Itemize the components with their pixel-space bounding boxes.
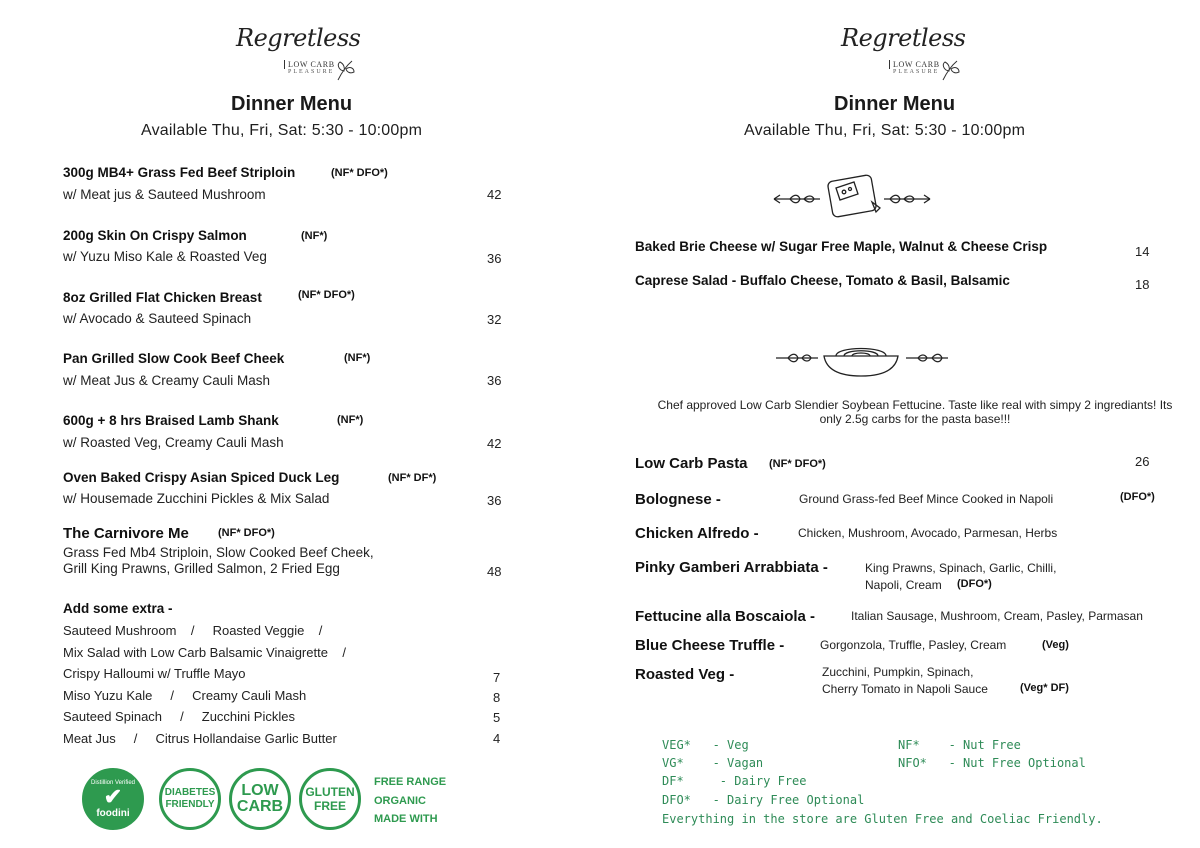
- dish-tags: (NF* DFO*): [218, 527, 275, 539]
- legend-item: NF* - Nut Free: [898, 738, 1021, 752]
- starter-price: 14: [1135, 244, 1150, 259]
- badge-text: foodini: [96, 807, 130, 819]
- brand-name: Regretless: [236, 24, 361, 52]
- dish-price: 42: [487, 436, 502, 451]
- page-title: Dinner Menu: [834, 93, 956, 115]
- dish-desc: w/ Housemade Zucchini Pickles & Mix Salad: [63, 491, 330, 506]
- dish-desc: Grill King Prawns, Grilled Salmon, 2 Fried Egg: [63, 561, 340, 576]
- extra-item: Crispy Halloumi w/ Truffle Mayo: [63, 666, 246, 681]
- pasta-name: Blue Cheese Truffle -: [635, 637, 785, 654]
- legend-item: DF* - Dairy Free: [662, 774, 807, 788]
- extra-price: 8: [493, 690, 501, 705]
- dish-price: 36: [487, 493, 502, 508]
- extra-price: 5: [493, 710, 501, 725]
- dish-desc: Grass Fed Mb4 Striploin, Slow Cooked Beef Cheek,: [63, 545, 374, 560]
- dish-tags: (NF* DFO*): [298, 289, 355, 301]
- pasta-tag: (Veg): [1042, 639, 1069, 651]
- pasta-desc: Zucchini, Pumpkin, Spinach,: [822, 665, 974, 679]
- badge-text: GLUTEN: [305, 785, 355, 799]
- pasta-name: Fettucine alla Boscaiola -: [635, 608, 816, 625]
- legend-item: DFO* - Dairy Free Optional: [662, 793, 865, 807]
- dish-tags: (NF*): [344, 352, 371, 364]
- extra-price: 7: [493, 670, 501, 685]
- pasta-desc: King Prawns, Spinach, Garlic, Chilli,: [865, 561, 1057, 575]
- legend-item: NFO* - Nut Free Optional: [898, 756, 1086, 770]
- dish-desc: w/ Meat Jus & Creamy Cauli Mash: [63, 373, 271, 388]
- badge-text: FREE: [313, 799, 346, 813]
- pasta-desc: Ground Grass-fed Beef Mince Cooked in Napoli: [799, 492, 1054, 506]
- pasta-name: Chicken Alfredo -: [635, 525, 759, 542]
- badge-side-item: ORGANIC: [374, 794, 426, 807]
- low-carb-badge: [229, 768, 291, 830]
- brand-logo: [841, 24, 971, 84]
- dish-name: 300g MB4+ Grass Fed Beef Striploin: [63, 165, 296, 180]
- dish-price: 36: [487, 373, 502, 388]
- pasta-tag: (DFO*): [957, 578, 992, 590]
- extra-item: Miso Yuzu Kale / Creamy Cauli Mash: [63, 688, 307, 703]
- legend-footer: Everything in the store are Gluten Free and Coeliac Friendly.: [662, 812, 1103, 826]
- dish-price: 32: [487, 312, 502, 327]
- brand-tagline: LOW CARB: [284, 60, 335, 69]
- dish-desc: w/ Yuzu Miso Kale & Roasted Veg: [63, 249, 267, 264]
- pasta-price: 26: [1135, 454, 1150, 469]
- foodini-verified-badge: [82, 768, 144, 830]
- dish-tags: (NF*): [337, 414, 364, 426]
- pasta-note: Chef approved Low Carb Slendier Soybean Fettucine. Taste like real with simpy 2 ingrediants! Its only 2.5g carbs for the pasta base!!!: [657, 398, 1173, 426]
- pasta-tag: (DFO*): [1120, 491, 1155, 503]
- extra-price: 4: [493, 731, 501, 746]
- check-icon: ✔: [103, 783, 123, 809]
- brand-tagline: LOW CARB: [889, 60, 940, 69]
- badge-side-item: FREE RANGE: [374, 776, 447, 788]
- extra-item: Sauteed Mushroom / Roasted Veggie /: [63, 623, 323, 638]
- gluten-free-badge: [299, 768, 361, 830]
- pasta-desc: Cherry Tomato in Napoli Sauce: [822, 682, 988, 696]
- pasta-name: Bolognese -: [635, 491, 721, 508]
- pasta-desc: Chicken, Mushroom, Avocado, Parmesan, Herbs: [798, 526, 1058, 540]
- starter-name: Baked Brie Cheese w/ Sugar Free Maple, Walnut & Cheese Crisp: [635, 239, 1048, 254]
- badge-side-list: [374, 773, 446, 829]
- badge-top-text: Distillion Verified: [90, 779, 136, 786]
- brand-tagline-2: PLEASURE: [893, 69, 940, 75]
- leaf-icon: [334, 58, 356, 82]
- dish-name: The Carnivore Me: [63, 525, 189, 542]
- pasta-desc: Italian Sausage, Mushroom, Cream, Pasley, Parmasan: [851, 609, 1143, 623]
- badge-text: DIABETES FRIENDLY: [164, 787, 216, 810]
- pasta-bowl-icon: [774, 336, 950, 380]
- pasta-name: Pinky Gamberi Arrabbiata -: [635, 559, 828, 576]
- brand-name: Regretless: [841, 24, 966, 52]
- availability-text: Available Thu, Fri, Sat: 5:30 - 10:00pm: [744, 122, 1026, 139]
- badge-side-item: MADE WITH: [374, 813, 438, 825]
- availability-text: Available Thu, Fri, Sat: 5:30 - 10:00pm: [141, 122, 423, 139]
- starter-name: Caprese Salad - Buffalo Cheese, Tomato & Basil, Balsamic: [635, 273, 1010, 288]
- brand-tagline-2: PLEASURE: [288, 69, 335, 75]
- extra-item: Meat Jus / Citrus Hollandaise Garlic Butter: [63, 731, 337, 746]
- dish-name: 600g + 8 hrs Braised Lamb Shank: [63, 413, 279, 428]
- extra-item: Mix Salad with Low Carb Balsamic Vinaigrette /: [63, 645, 346, 660]
- dish-price: 36: [487, 251, 502, 266]
- dish-desc: w/ Meat jus & Sauteed Mushroom: [63, 187, 266, 202]
- starter-price: 18: [1135, 277, 1150, 292]
- page-title: Dinner Menu: [231, 93, 353, 115]
- dish-desc: w/ Avocado & Sauteed Spinach: [63, 311, 252, 326]
- pasta-name: Roasted Veg -: [635, 666, 735, 683]
- pasta-header: Low Carb Pasta: [635, 455, 748, 472]
- dish-price: 42: [487, 187, 502, 202]
- dish-tags: (NF* DFO*): [331, 167, 388, 179]
- dish-desc: w/ Roasted Veg, Creamy Cauli Mash: [63, 435, 284, 450]
- dish-tags: (NF*): [301, 230, 328, 242]
- extras-heading: Add some extra -: [63, 601, 173, 616]
- pasta-desc: Napoli, Cream: [865, 578, 942, 592]
- pasta-desc: Gorgonzola, Truffle, Pasley, Cream: [820, 638, 1007, 652]
- legend-item: VEG* - Veg: [662, 738, 749, 752]
- cheese-board-icon: [770, 172, 934, 220]
- badge-text: LOW: [241, 782, 279, 799]
- pasta-tag: (Veg* DF): [1020, 682, 1069, 694]
- dish-name: 8oz Grilled Flat Chicken Breast: [63, 290, 262, 305]
- dish-name: Oven Baked Crispy Asian Spiced Duck Leg: [63, 470, 340, 485]
- pasta-header-tags: (NF* DFO*): [769, 458, 826, 470]
- dish-price: 48: [487, 564, 502, 579]
- badge-text: CARB: [236, 798, 284, 815]
- dish-tags: (NF* DF*): [388, 472, 437, 484]
- dish-name: Pan Grilled Slow Cook Beef Cheek: [63, 351, 285, 366]
- dish-name: 200g Skin On Crispy Salmon: [63, 228, 247, 243]
- leaf-icon: [939, 58, 961, 82]
- diabetes-friendly-badge: [159, 768, 221, 830]
- brand-logo: [236, 24, 366, 84]
- extra-item: Sauteed Spinach / Zucchini Pickles: [63, 709, 295, 724]
- legend-item: VG* - Vagan: [662, 756, 764, 770]
